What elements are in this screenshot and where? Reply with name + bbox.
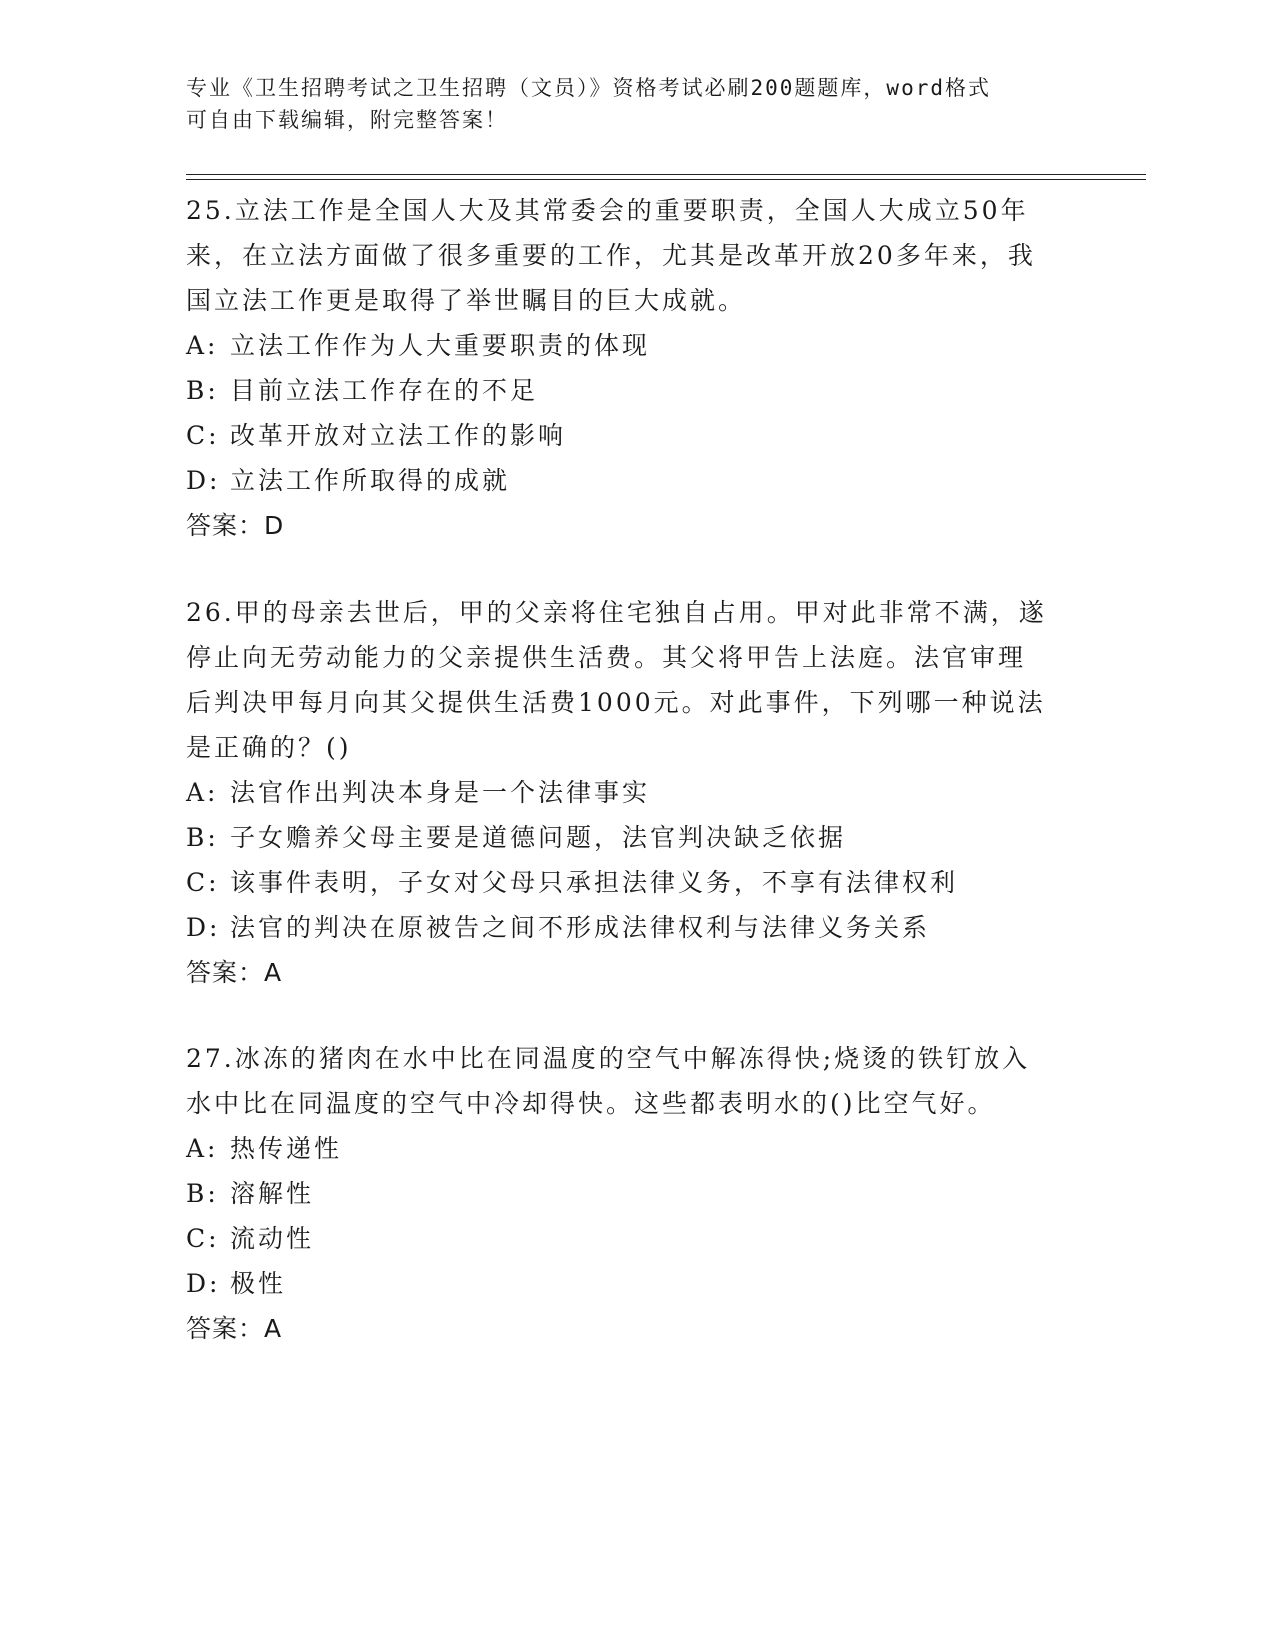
option-c [186, 860, 1066, 905]
answer-line: 答案：A [186, 1314, 283, 1343]
option-text: 目前立法工作存在的不足 [230, 376, 539, 405]
option-b [186, 815, 1066, 860]
option-text: 流动性 [230, 1224, 315, 1253]
question-stem [186, 590, 1066, 770]
question-27 [186, 1036, 1066, 1351]
option-b [186, 1171, 1066, 1216]
stem-line: 水中比在同温度的空气中冷却得快。这些都表明水的()比空气好。 [186, 1089, 996, 1118]
option-c [186, 1216, 1066, 1261]
option-letter: D: [186, 1269, 221, 1298]
option-letter: C: [186, 868, 220, 897]
stem-line: 国立法工作更是取得了举世瞩目的巨大成就。 [186, 286, 747, 315]
option-letter: D: [186, 913, 221, 942]
question-stem [186, 188, 1066, 323]
option-letter: A: [186, 331, 219, 360]
option-text: 改革开放对立法工作的影响 [230, 421, 567, 450]
stem-line: 后判决甲每月向其父提供生活费1000元。对此事件，下列哪一种说法 [186, 688, 1046, 717]
header-line-2: 可自由下载编辑，附完整答案！ [186, 108, 508, 132]
option-text: 立法工作作为人大重要职责的体现 [230, 331, 651, 360]
option-text: 法官的判决在原被告之间不形成法律权利与法律义务关系 [230, 913, 931, 942]
question-stem [186, 1036, 1066, 1126]
option-text: 子女赡养父母主要是道德问题，法官判决缺乏依据 [230, 823, 847, 852]
question-26 [186, 590, 1066, 995]
stem-line: 25.立法工作是全国人大及其常委会的重要职责，全国人大成立50年 [186, 196, 1029, 225]
option-text: 极性 [230, 1269, 287, 1298]
option-text: 立法工作所取得的成就 [230, 466, 511, 495]
stem-line: 来，在立法方面做了很多重要的工作，尤其是改革开放20多年来，我 [186, 241, 1036, 270]
stem-line: 27.冰冻的猪肉在水中比在同温度的空气中解冻得快;烧烫的铁钉放入 [186, 1044, 1031, 1073]
option-d [186, 905, 1066, 950]
option-letter: A: [186, 778, 219, 807]
option-text: 热传递性 [230, 1134, 343, 1163]
option-b [186, 368, 1066, 413]
stem-line: 26.甲的母亲去世后，甲的父亲将住宅独自占用。甲对此非常不满，遂 [186, 598, 1047, 627]
option-d [186, 1261, 1066, 1306]
option-letter: B: [186, 1179, 219, 1208]
option-letter: B: [186, 823, 219, 852]
option-text: 法官作出判决本身是一个法律事实 [230, 778, 651, 807]
option-text: 溶解性 [230, 1179, 315, 1208]
option-letter: C: [186, 421, 220, 450]
option-text: 该事件表明，子女对父母只承担法律义务，不享有法律权利 [230, 868, 959, 897]
option-a [186, 1126, 1066, 1171]
header-line-1: 专业《卫生招聘考试之卫生招聘（文员）》资格考试必刷200题题库，word格式 [186, 76, 991, 100]
option-d [186, 458, 1066, 503]
header-divider-top [186, 174, 1146, 175]
document-header [186, 72, 1066, 136]
option-letter: B: [186, 376, 219, 405]
option-a [186, 323, 1066, 368]
option-a [186, 770, 1066, 815]
option-letter: A: [186, 1134, 219, 1163]
stem-line: 是正确的？() [186, 733, 352, 762]
question-25 [186, 188, 1066, 548]
stem-line: 停止向无劳动能力的父亲提供生活费。其父将甲告上法庭。法官审理 [186, 643, 1027, 672]
header-divider-bottom [186, 179, 1146, 180]
answer-line: 答案：D [186, 511, 285, 540]
option-letter: D: [186, 466, 221, 495]
answer-line: 答案：A [186, 958, 283, 987]
option-c [186, 413, 1066, 458]
option-letter: C: [186, 1224, 220, 1253]
